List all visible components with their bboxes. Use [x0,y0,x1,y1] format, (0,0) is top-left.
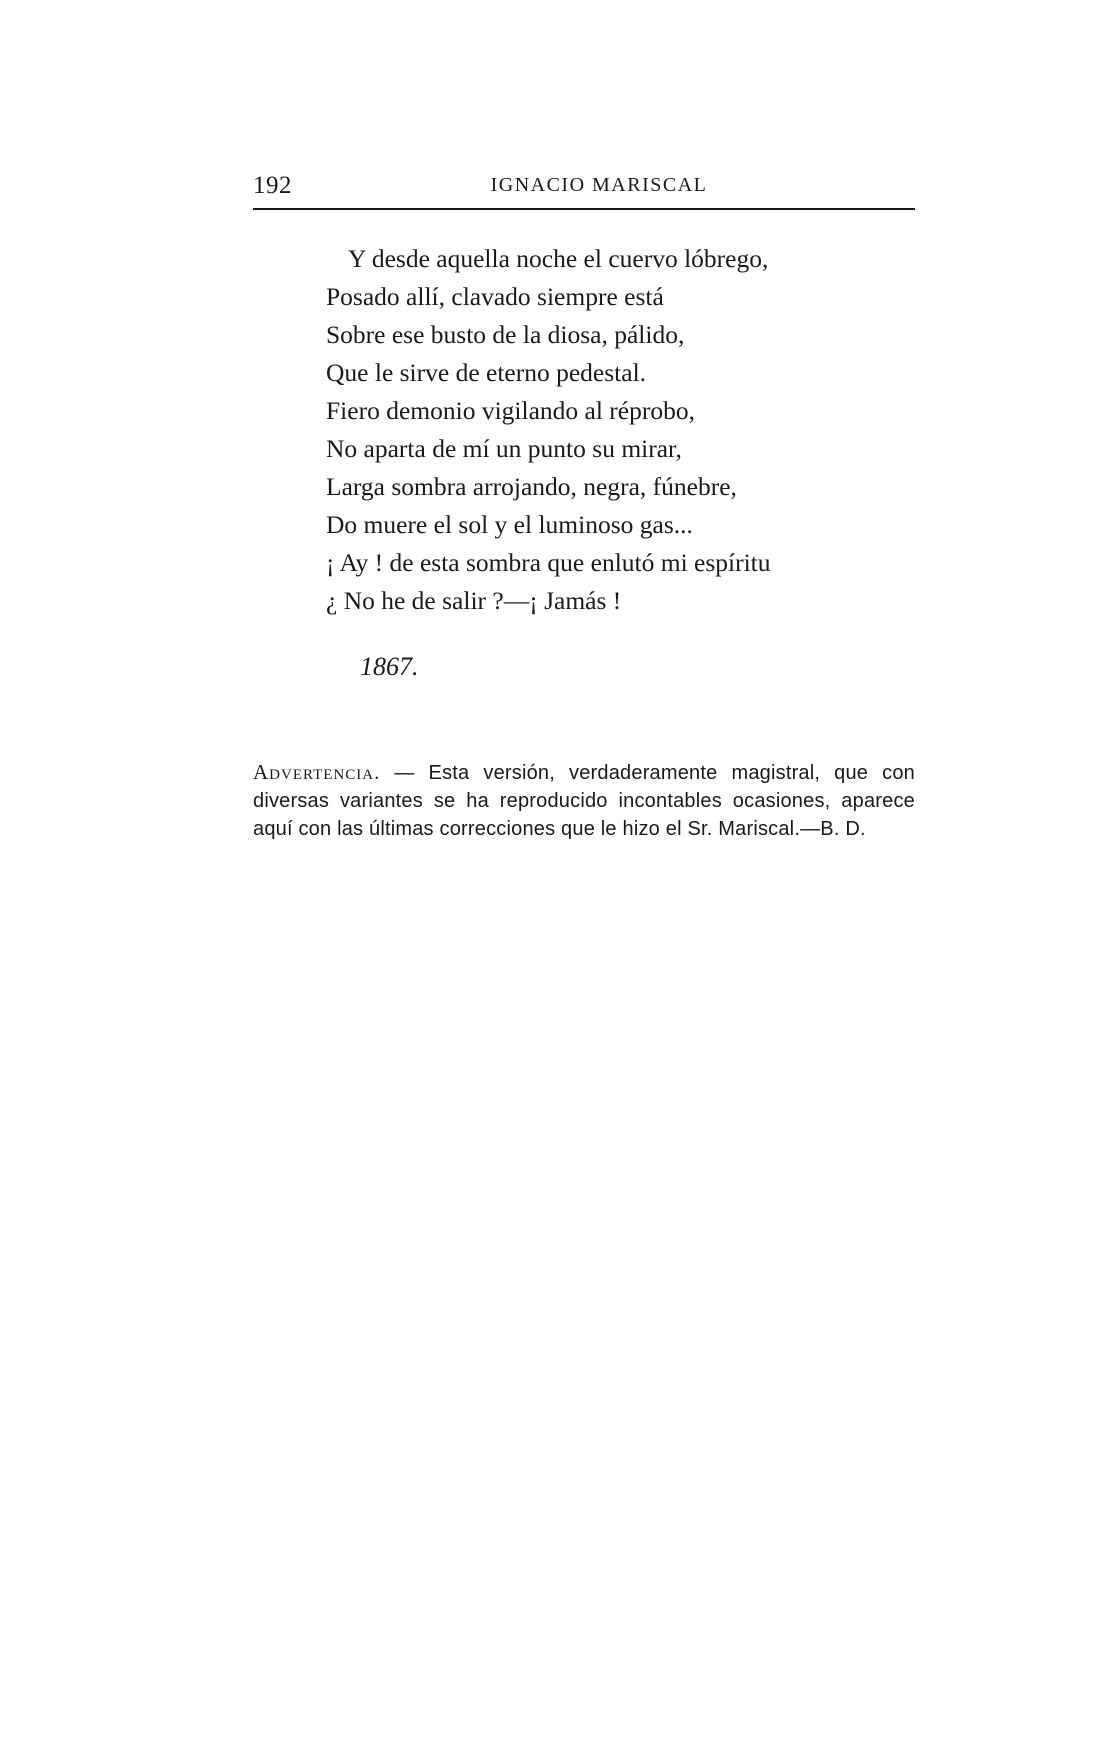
poem-line: No aparta de mí un punto su mirar, [326,434,682,463]
poem-line: ¡ Ay ! de esta sombra que enlutó mi espíritu [326,548,771,577]
poem-line: Fiero demonio vigilando al réprobo, [326,396,695,425]
note-heading: Advertencia. [253,760,381,784]
poem-line: Do muere el sol y el luminoso gas... [326,510,693,539]
poem-line: ¿ No he de salir ?—¡ Jamás ! [326,586,622,615]
poem-stanza [326,240,886,620]
poem-line: Posado allí, clavado siempre está [326,282,664,311]
poem-date: 1867. [360,652,419,681]
header-rule [253,208,915,210]
running-head [253,172,915,204]
poem-line: Que le sirve de eterno pedestal. [326,358,647,387]
poem-line: Larga sombra arrojando, negra, fúnebre, [326,472,737,501]
poem-line: Y desde aquella noche el cuervo lóbrego, [348,244,769,273]
page-number: 192 [253,172,292,199]
editorial-note [253,758,915,843]
note-text: — Esta versión, verdaderamente magistral, que con diversas variantes se ha reproducido incontables ocasiones, aparece aquí con las últimas correcciones que le hizo el Sr. Mariscal.—B. D. [253,762,915,840]
running-title: IGNACIO MARISCAL [490,174,708,196]
poem-line: Sobre ese busto de la diosa, pálido, [326,320,685,349]
